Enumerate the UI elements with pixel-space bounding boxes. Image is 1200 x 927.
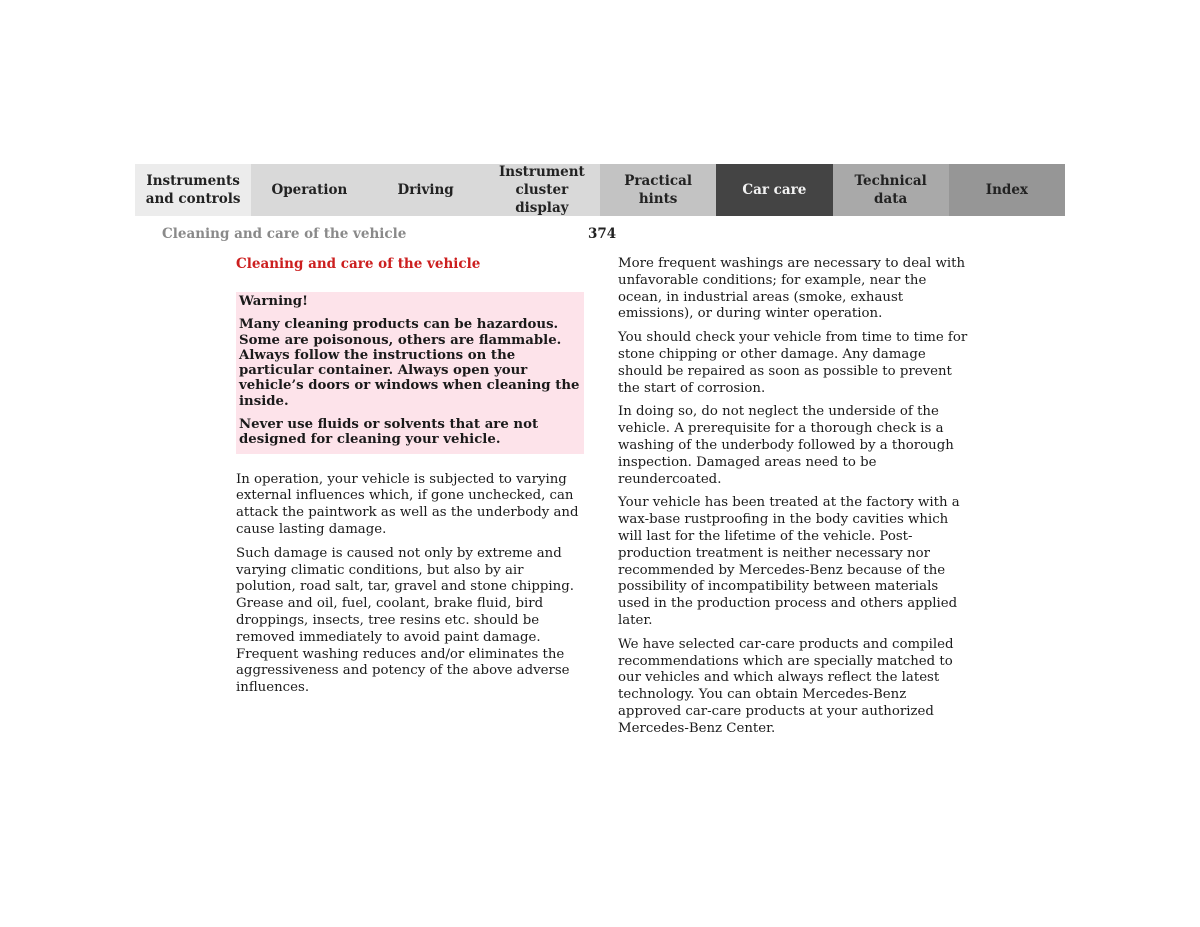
tab-driving[interactable]: Driving bbox=[368, 164, 484, 216]
tab-operation[interactable]: Operation bbox=[251, 164, 367, 216]
left-column bbox=[236, 256, 584, 704]
tab-technical-data[interactable]: Technical data bbox=[833, 164, 949, 216]
warning-paragraph: Never use fluids or solvents that are not designed for cleaning your vehicle. bbox=[239, 417, 539, 448]
body-paragraph: More frequent washings are necessary to deal with unfavorable conditions; for example, near the ocean, in industrial areas (smoke, exhaust emissions), or during winter operation. bbox=[618, 256, 966, 322]
body-paragraph: Such damage is caused not only by extreme and varying climatic conditions, but also by air polution, road salt, tar, gravel and stone chipping. Grease and oil, fuel, coolant, brake fluid, bird droppings, insects, tree resins etc. should be removed immediately to avoid paint damage. Frequent washing reduces and/or eliminates the aggressiveness and potency of the above adverse influences. bbox=[236, 545, 574, 696]
warning-title: Warning! bbox=[239, 294, 308, 309]
tab-index[interactable]: Index bbox=[949, 164, 1065, 216]
warning-paragraph: Many cleaning products can be hazardous. Some are poisonous, others are flammable. Always follow the instructions on the particular container. Always open your vehicle’s doors or windows when cleaning the inside. bbox=[239, 317, 580, 409]
body-paragraph: Your vehicle has been treated at the factory with a wax-base rustproofing in the body cavities which will last for the lifetime of the vehicle. Post-production treatment is neither necessary nor recommended by Mercedes-Benz because of the possibility of incompatibility between materials used in the production process and others applied later. bbox=[618, 495, 960, 628]
section-title: Cleaning and care of the vehicle bbox=[236, 256, 481, 272]
body-paragraph: You should check your vehicle from time to time for stone chipping or other damage. Any damage should be repaired as soon as possible to prevent the start of corrosion. bbox=[618, 330, 968, 396]
running-head: Cleaning and care of the vehicle bbox=[162, 226, 407, 242]
body-paragraph: In operation, your vehicle is subjected to varying external influences which, if gone unchecked, can attack the paintwork as well as the underbody and cause lasting damage. bbox=[236, 471, 579, 538]
tab-instrument-cluster-display[interactable]: Instrument cluster display bbox=[484, 164, 600, 216]
tab-instruments-and-controls[interactable]: Instruments and controls bbox=[135, 164, 251, 216]
body-paragraph: We have selected car-care products and compiled recommendations which are specially matched to our vehicles and which always reflect the latest technology. You can obtain Mercedes-Benz approved car-care products at your authorized Mercedes-Benz Center. bbox=[618, 636, 954, 736]
body-paragraph: In doing so, do not neglect the underside of the vehicle. A prerequisite for a thorough check is a washing of the underbody followed by a thorough inspection. Damaged areas need to be reundercoated. bbox=[618, 404, 954, 487]
warning-box bbox=[236, 292, 584, 454]
tab-practical-hints[interactable]: Practical hints bbox=[600, 164, 716, 216]
section-tabs bbox=[135, 164, 1065, 216]
tab-car-care[interactable]: Car care bbox=[716, 164, 832, 216]
right-column bbox=[618, 256, 968, 745]
page-number: 374 bbox=[588, 226, 617, 242]
